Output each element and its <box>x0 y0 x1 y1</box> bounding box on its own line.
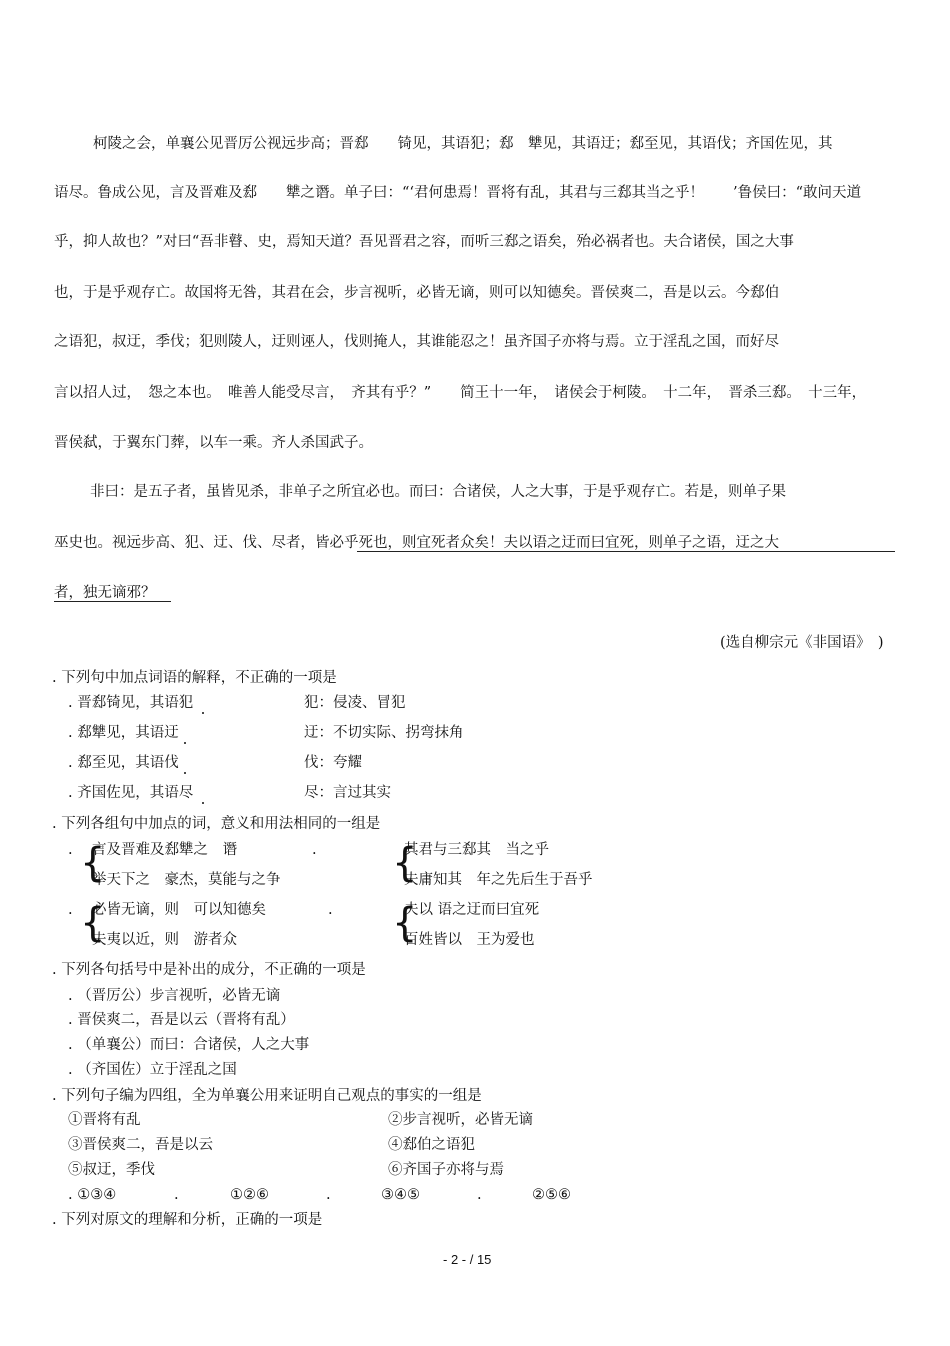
q2-label-b: . <box>312 842 317 858</box>
q1-option-a: . 晋郄锜见，其语犯 <box>68 695 194 711</box>
q4-item-3: ③晋侯爽二，吾是以云 <box>68 1137 213 1153</box>
q4-stem: . 下列句子编为四组，全为单襄公用来证明自己观点的事实的一组是 <box>52 1088 482 1104</box>
q3-option-c: . （单襄公）而曰：合诸侯，人之大事 <box>68 1037 310 1053</box>
page-number: - 2 - / 15 <box>443 1252 492 1267</box>
q1-stem: . 下列句中加点词语的解释，不正确的一项是 <box>52 670 337 686</box>
q3-stem: . 下列各句括号中是补出的成分，不正确的一项是 <box>52 962 366 978</box>
q4-item-5: ⑤叔迂，季伐 <box>68 1162 155 1178</box>
passage-line-2: 语尽。鲁成公见，言及晋难及郄 犨之谮。单子曰：“‘君何患焉！晋将有乱，其君与三郄其当之乎！ ’鲁侯曰：“敢问天道 <box>54 185 862 201</box>
passage-line-5: 之语犯，叔迂，季伐；犯则陵人，迂则诬人，伐则掩人，其谁能忍之！虽齐国子亦将与焉。立于淫乱之国，而好尽 <box>54 334 779 350</box>
q1-option-d-explain: 尽：言过其实 <box>304 785 391 801</box>
comment-line-1: 非曰：是五子者，虽皆见杀，非单子之所宜必也。而曰：合诸侯，人之大事，于是乎观存亡。若是，则单子果 <box>90 484 786 500</box>
q2-label-a: . <box>68 842 73 858</box>
emphasis-dot <box>202 802 204 804</box>
q1-option-b-explain: 迂：不切实际、拐弯抹角 <box>304 725 464 741</box>
q4-item-6: ⑥齐国子亦将与焉 <box>388 1162 504 1178</box>
comment-line-2: 巫史也。视远步高、犯、迂、伐、尽者，皆必乎死也，则宜死者众矣！夫以语之迂而曰宜死，则单子之语，迂之大 <box>54 535 779 551</box>
q2-b-top: 其君与三郄其 当之乎 <box>404 842 549 858</box>
q4-choice-b-label: . <box>174 1187 179 1203</box>
q1-option-b: . 郄犨见，其语迂 <box>68 725 179 741</box>
q1-option-a-explain: 犯：侵凌、冒犯 <box>304 695 406 711</box>
q1-option-c-explain: 伐：夸耀 <box>304 755 362 771</box>
passage-line-3: 乎，抑人故也？”对曰“吾非瞽、史，焉知天道？吾见晋君之容，而听三郄之语矣，殆必祸者也。夫合诸侯，国之大事 <box>54 234 794 250</box>
q2-label-c: . <box>68 902 73 918</box>
q3-option-d: . （齐国佐）立于淫乱之国 <box>68 1062 237 1078</box>
passage-line-7: 晋侯弑，于翼东门葬，以车一乘。齐人杀国武子。 <box>54 435 373 451</box>
q2-a-bottom: 举天下之 豪杰，莫能与之争 <box>92 872 281 888</box>
q4-choice-c: ③④⑤ <box>381 1187 420 1203</box>
passage-line-6: 言以招人过， 怨之本也。 唯善人能受尽言， 齐其有乎？” 简王十一年， 诸侯会于柯陵。 十二年， 晋杀三郄。 十三年， <box>54 385 867 401</box>
q2-c-bottom: 夫夷以近，则 游者众 <box>92 932 237 948</box>
q4-item-4: ④郄伯之语犯 <box>388 1137 475 1153</box>
brace-icon: { <box>80 900 106 946</box>
q1-option-d: . 齐国佐见，其语尽 <box>68 785 194 801</box>
q4-item-2: ②步言视听，必皆无谪 <box>388 1112 533 1128</box>
source-citation: (选自柳宗元《非国语》 ) <box>720 635 884 651</box>
emphasis-dot <box>184 742 186 744</box>
underline <box>54 601 171 602</box>
q2-d-bottom: 百姓皆以 王为爱也 <box>404 932 535 948</box>
q4-item-1: ①晋将有乱 <box>68 1112 141 1128</box>
brace-icon: { <box>392 840 418 886</box>
q2-stem: . 下列各组句中加点的词，意义和用法相同的一组是 <box>52 816 381 832</box>
underline <box>357 551 895 552</box>
q3-option-b: . 晋侯爽二，吾是以云（晋将有乱） <box>68 1012 295 1028</box>
passage-line-4: 也，于是乎观存亡。故国将无咎，其君在会，步言视听，必皆无谪，则可以知德矣。晋侯爽二，吾是以云。今郄伯 <box>54 285 779 301</box>
q4-choice-c-label: . <box>326 1187 331 1203</box>
q2-c-top: 必皆无谪，则 可以知德矣 <box>92 902 266 918</box>
emphasis-dot <box>184 772 186 774</box>
q2-d-top: 夫以 语之迂而曰宜死 <box>404 902 540 918</box>
q4-choice-b: ①②⑥ <box>230 1187 269 1203</box>
q4-choice-d: ②⑤⑥ <box>532 1187 571 1203</box>
q2-a-top: 言及晋难及郄犨之 谮 <box>92 842 237 858</box>
brace-icon: { <box>392 900 418 946</box>
brace-icon: { <box>80 840 106 886</box>
q3-option-a: . （晋厉公）步言视听，必皆无谪 <box>68 988 281 1004</box>
passage-line-1: 柯陵之会，单襄公见晋厉公视远步高；晋郄 锜见，其语犯；郄 犨见，其语迂；郄至见，其语伐；齐国佐见，其 <box>93 136 833 152</box>
q2-b-bottom: 夫庸知其 年之先后生于吾乎 <box>404 872 593 888</box>
emphasis-dot <box>202 712 204 714</box>
q4-choice-d-label: . <box>477 1187 482 1203</box>
q2-label-d: . <box>328 902 333 918</box>
q1-option-c: . 郄至见，其语伐 <box>68 755 179 771</box>
comment-line-3: 者，独无谪邪？ <box>54 585 156 601</box>
q5-stem: . 下列对原文的理解和分析，正确的一项是 <box>52 1212 323 1228</box>
q4-choice-a: . ①③④ <box>68 1187 117 1203</box>
